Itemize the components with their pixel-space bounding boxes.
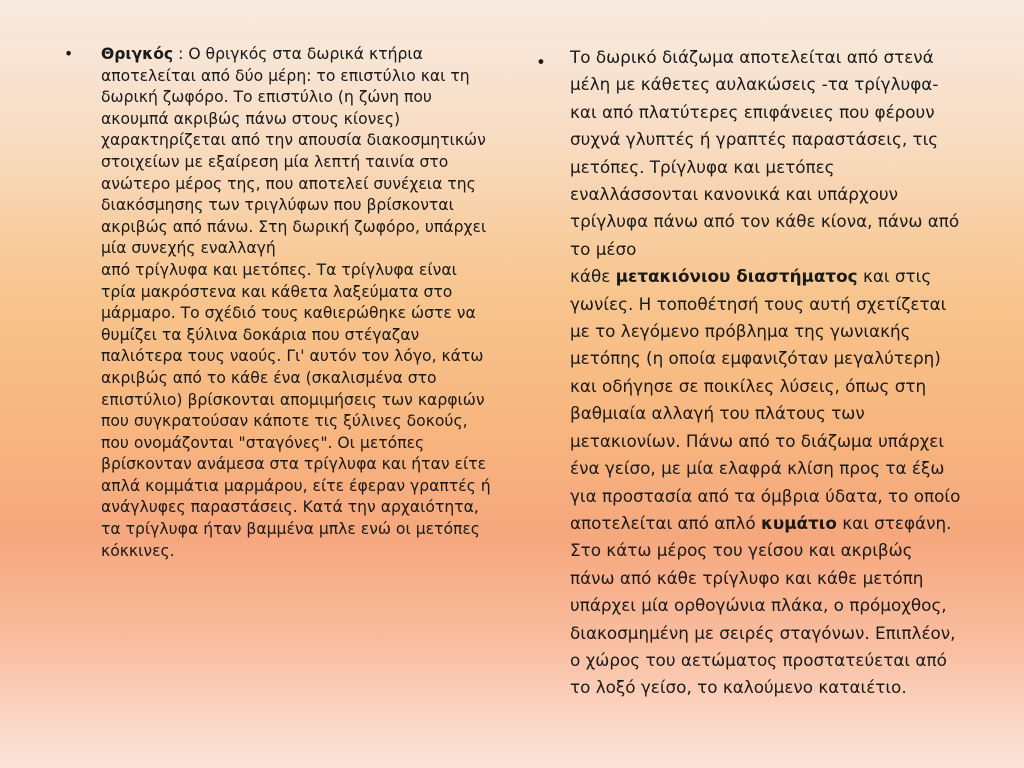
left-paragraph-2: από τρίγλυφα και μετόπες. Τα τρίγλυφα είναι τρία μακρόστενα και κάθετα λαξεύματα στο μάρμαρο. Το σχέδιό τους καθιερώθηκε ώστε να θυμίζει τα ξύλινα δοκάρια που στέγαζαν παλιότερα τους ναούς. Γι' αυτόν τον λόγο, κάτω ακριβώς από το κάθε ένα (σκαλισμένα στο επιστύλιο) βρίσκονται απομιμήσεις των καρφιών που συγκρατούσαν κάποτε τις ξύλινες δοκούς, που ονομάζονται "σταγόνες". Οι μετόπες βρίσκονταν ανάμεσα στα τρίγλυφα και ήταν είτε απλά κομμάτια μαρμάρου, είτε έφεραν γραπτές ή ανάγλυφες παραστάσεις. Κατά την αρχαιότητα, τα τρίγλυφα ήταν βαμμένα μπλε ενώ οι μετόπες κόκκινες. [101,260,491,560]
right-paragraph-2 [570,263,961,702]
bullet-icon: • [536,52,546,72]
left-paragraph-1-body: : Ο θριγκός στα δωρικά κτήρια αποτελείται από δύο μέρη: το επιστύλιο και τη δωρική ζωφόρο. Το επιστύλιο (η ζώνη που ακουμπά ακριβώς πάνω στους κίονες) χαρακτηρίζεται από την απουσία διακοσμητικών στοιχείων με εξαίρεση μία λεπτή ταινία στο ανώτερο μέρος της, που αποτελεί συνέχεια της διακόσμησης των τριγλύφων που βρίσκονται ακριβώς από πάνω. Στη δωρική ζωφόρο, υπάρχει μία συνεχής εναλλαγή [101,45,487,258]
right-paragraph-1: Το δωρικό διάζωμα αποτελείται από στενά μέλη με κάθετες αυλακώσεις -τα τρίγλυφα- και από πλατύτερες επιφάνειες που φέρουν συχνά γλυπτές ή γραπτές παραστάσεις, τις μετόπες. Τρίγλυφα και μετόπες εναλλάσσονται κανονικά και υπάρχουν τρίγλυφα πάνω από τον κάθε κίονα, πάνω από το μέσο [570,47,960,259]
left-column [64,44,494,562]
right-part-3: και στις γωνίες. Η τοποθέτησή τους αυτή σχετίζεται με το λεγόμενο πρόβλημα της γωνιακής μετόπης (η οποία εμφανιζόταν μεγαλύτερη) και οδήγησε σε ποικίλες λύσεις, όπως στη βαθμιαία αλλαγή του πλάτους των μετακιονίων. Πάνω από το διάζωμα υπάρχει ένα γείσο, με μία ελαφρά κλίση προς τα έξω για προστασία από τα όμβρια ύδατα, το οποίο αποτελείται από απλό [570,266,961,533]
left-paragraph-1 [101,44,494,260]
right-column [536,44,961,702]
term-metakionio-diastima: μετακιόνιου διαστήματος [615,266,858,287]
right-part-4: και στεφάνη. Στο κάτω μέρος του γείσου και ακριβώς πάνω από κάθε τρίγλυφο και κάθε μετόπη υπάρχει μία ορθογώνια πλάκα, ο πρόμοχθος, διακοσμημένη με σειρές σταγόνων. Επιπλέον, ο χώρος του αετώματος προστατεύεται από το λοξό γείσο, το καλούμενο καταιέτιο. [570,512,956,698]
term-thrigkos: Θριγκός [101,45,174,63]
right-part-2-prefix: κάθε [570,266,616,287]
left-text-block [101,44,494,562]
bullet-icon: • [64,45,74,63]
right-text-block [570,44,961,702]
term-kymatio: κυμάτιο [760,512,837,533]
